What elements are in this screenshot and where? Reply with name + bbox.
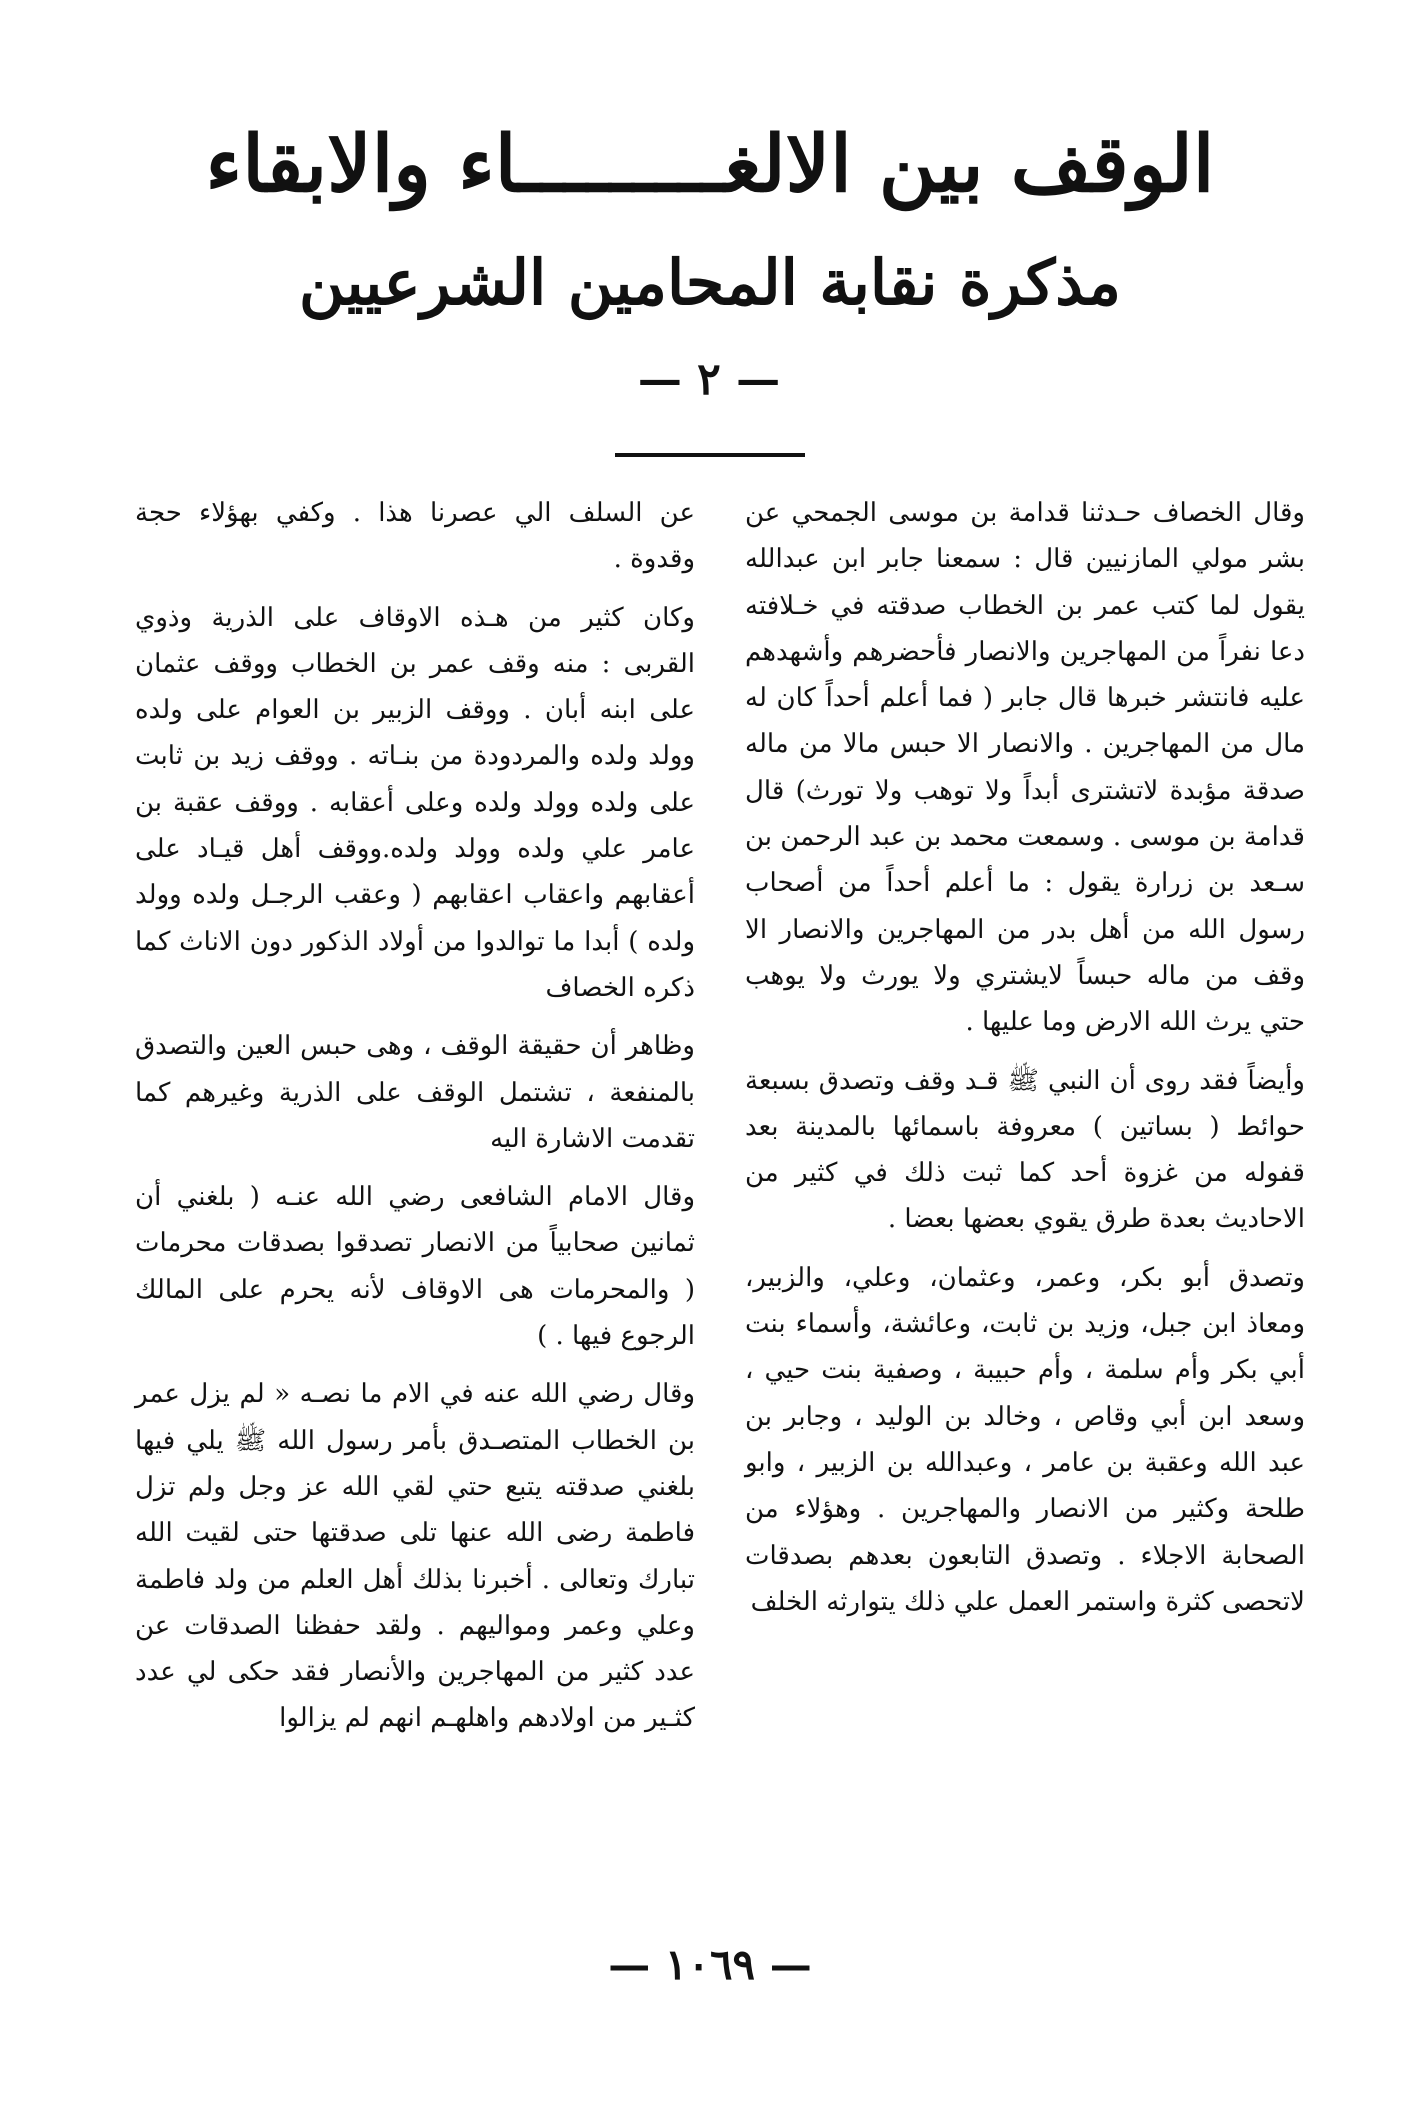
title-divider bbox=[615, 453, 805, 457]
article-title: الوقف بين الالغـــــــــاء والابقاء bbox=[205, 119, 1215, 210]
article-subtitle: مذكرة نقابة المحامين الشرعيين bbox=[299, 246, 1121, 319]
page-number: — ١٠٦٩ — bbox=[608, 1940, 812, 1989]
paragraph: وقال الامام الشافعى رضي الله عنـه ( بلغني أن ثمانين صحابياً من الانصار تصدقوا بصدقات محرمات ( والمحرمات هى الاوقاف لأنه يحرم على المالك الرجوع فيها . ) bbox=[135, 1182, 695, 1352]
left-text-column bbox=[135, 490, 695, 1920]
paragraph: وقال الخصاف حـدثنا قدامة بن موسى الجمحي عن بشر مولي المازنيين قال : سمعنا جابر ابن عبدالله يقول لما كتب عمر بن الخطاب صدقته في خـلافته دعا نفراً من المهاجرين والانصار فأحضرهم وأشهدهم عليه فانتشر خبرها قال جابر ( فما أعلم أحداً كان له مال من المهاجرين . والانصار الا حبس مالا من ماله صدقة مؤبدة لاتشترى أبداً ولا توهب ولا تورث) قال قدامة بن موسى . وسمعت محمد بن عبد الرحمن بن سـعد بن زرارة يقول : ما أعلم أحداً من أصحاب رسول الله من أهل بدر من المهاجرين والانصار الا وقف من ماله حبساً لايشتري ولا يورث ولا يوهب حتي يرث الله الارض وما عليها . bbox=[745, 498, 1305, 1038]
right-text-column bbox=[745, 490, 1305, 1920]
paragraph: وظاهر أن حقيقة الوقف ، وهى حبس العين والتصدق بالمنفعة ، تشتمل الوقف على الذرية وغيرهم كما تقدمت الاشارة اليه bbox=[135, 1031, 695, 1154]
paragraph: وكان كثير من هـذه الاوقاف على الذرية وذوي القربى : منه وقف عمر بن الخطاب ووقف عثمان على ابنه أبان . ووقف الزبير بن العوام على ولده وولد ولده والمردودة من بنـاته . ووقف زيد بن ثابت على ولده وولد ولده وعلى أعقابه . ووقف عقبة بن عامر علي ولده وولد ولده.ووقف أهل قيـاد على أعقابهم واعقاب اعقابهم ( وعقب الرجـل ولده وولد ولده ) أبدا ما توالدوا من أولاد الذكور دون الاناث كما ذكره الخصاف bbox=[135, 602, 695, 1003]
paragraph: وتصدق أبو بكر، وعمر، وعثمان، وعلي، والزبير، ومعاذ ابن جبل، وزيد بن ثابت، وعائشة، وأسماء بنت أبي بكر وأم سلمة ، وأم حبيبة ، وصفية بنت حيي ، وسعد ابن أبي وقاص ، وخالد بن الوليد ، وجابر بن عبد الله وعقبة بن عامر ، وعبدالله بن الزبير ، وابو طلحة وكثير من الانصار والمهاجرين . وهؤلاء من الصحابة الاجلاء . وتصدق التابعون بعدهم بصدقات لاتحصى كثرة واستمر العمل علي ذلك يتوارثه الخلف bbox=[745, 1262, 1305, 1617]
part-number: — ٢ — bbox=[637, 354, 781, 405]
paragraph: عن السلف الي عصرنا هذا . وكفي بهؤلاء حجة وقدوة . bbox=[135, 498, 695, 575]
paragraph: وقال رضي الله عنه في الام ما نصـه « لم يزل عمر بن الخطاب المتصـدق بأمر رسول الله ﷺ يلي فيها بلغني صدقته يتبع حتي لقي الله عز وجل ولم تزل فاطمة رضى الله عنها تلى صدقتها حتى لقيت الله تبارك وتعالى . أخبرنا بذلك أهل العلم من ولد فاطمة وعلي وعمر ومواليهم . ولقد حفظنا الصدقات عن عدد كثير من المهاجرين والأنصار فقد حكى لي عدد كثـير من اولادهم واهلهـم انهم لم يزالوا bbox=[135, 1379, 695, 1734]
paragraph: وأيضاً فقد روى أن النبي ﷺ قـد وقف وتصدق بسبعة حوائط ( بساتين ) معروفة باسمائها بالمدينة بعد قفوله من غزوة أحد كما ثبت ذلك في كثير من الاحاديث بعدة طرق يقوي بعضها بعضا . bbox=[745, 1065, 1305, 1235]
